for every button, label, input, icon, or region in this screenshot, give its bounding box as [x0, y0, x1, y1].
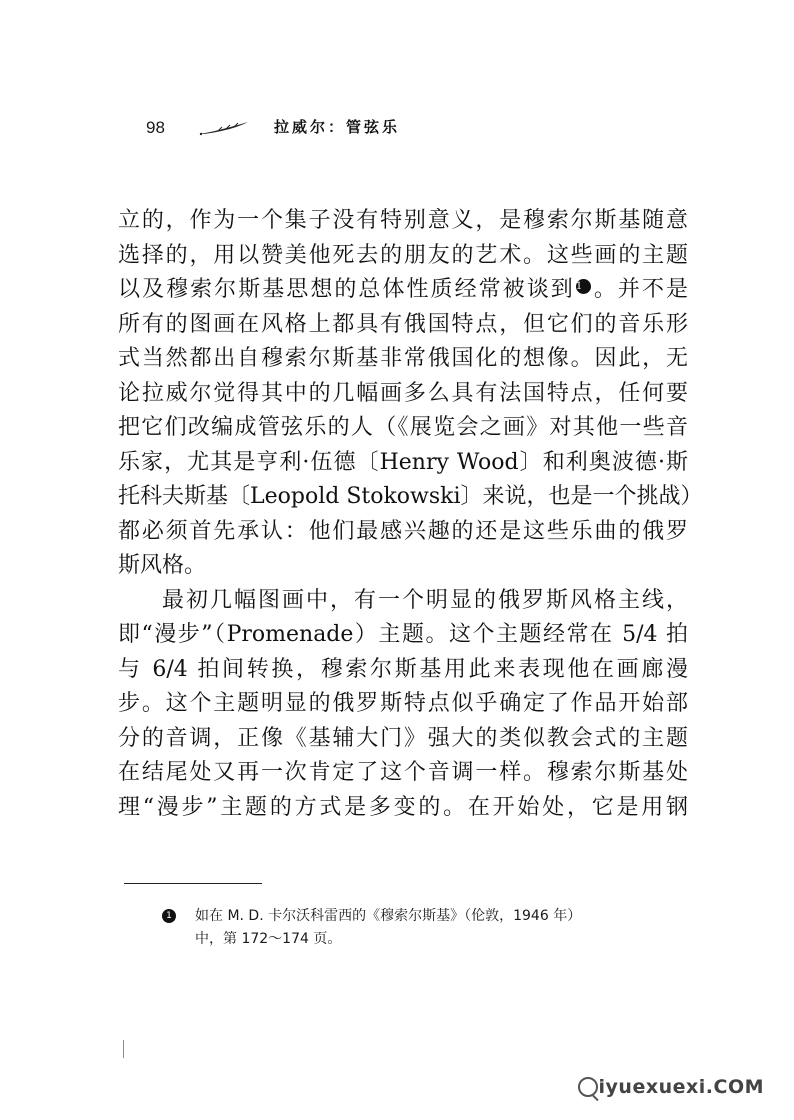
text-line-part: 。并不是	[591, 277, 688, 302]
paragraph-2	[118, 584, 688, 826]
text-line: 最初几幅图画中，有一个明显的俄罗斯风格主线，	[162, 587, 688, 613]
text-line: 托科夫斯基〔Leopold Stokowski〕来说，也是一个挑战）	[118, 484, 703, 509]
footnote-marker: 1	[162, 909, 176, 923]
text-line: 分的音调，正像《基辅大门》强大的类似教会式的主题	[118, 725, 688, 751]
text-line: 式当然都出自穆索尔斯基非常俄国化的想像。因此，无	[118, 346, 688, 371]
footnote	[162, 905, 692, 951]
text-line: 即“漫步”（Promenade）主题。这个主题经常在 5/4 拍	[118, 622, 688, 647]
text-line: 选择的，用以赞美他死去的朋友的艺术。这些画的主题	[118, 242, 688, 268]
scan-margin-mark	[123, 1040, 124, 1058]
text-line: 乐家，尤其是亨利·伍德〔Henry Wood〕和利奥波德·斯	[118, 449, 688, 475]
text-line-part: 以及穆索尔斯基思想的总体性质经常被谈到	[118, 277, 575, 302]
body-text	[118, 204, 703, 825]
text-line: 论拉威尔觉得其中的几幅画多么具有法国特点，任何要	[118, 380, 688, 406]
text-line: 立的，作为一个集子没有特别意义，是穆索尔斯基随意	[118, 208, 688, 233]
magnifier-q-icon	[578, 1077, 598, 1097]
footnote-text	[195, 905, 692, 951]
footnote-line: 中，第 172～174 页。	[195, 931, 342, 947]
watermark	[578, 1076, 764, 1098]
text-line: 理“漫步”主题的方式是多变的。在开始处，它是用钢	[118, 794, 688, 820]
paragraph-1	[118, 204, 703, 584]
running-header	[146, 118, 466, 142]
footnote-line: 如在 M. D. 卡尔沃科雷西的《穆索尔斯基》（伦敦，1946 年）	[195, 908, 582, 924]
text-line: 所有的图画在风格上都具有俄国特点，但它们的音乐形	[118, 311, 688, 337]
text-line: 与 6/4 拍间转换，穆索尔斯基用此来表现他在画廊漫	[118, 656, 688, 682]
text-line: 步。这个主题明显的俄罗斯特点似乎确定了作品开始部	[118, 691, 688, 716]
text-line: 都必须首先承认：他们最感兴趣的还是这些乐曲的俄罗	[118, 518, 688, 544]
page-number: 98	[146, 118, 165, 137]
text-line	[118, 273, 688, 308]
text-line: 在结尾处又再一次肯定了这个音调一样。穆索尔斯基处	[118, 760, 688, 785]
footnote-rule	[124, 883, 262, 884]
running-title: 拉威尔：管弦乐	[274, 118, 401, 136]
watermark-text: iyuexuexi.COM	[598, 1076, 764, 1098]
quill-pen-icon	[198, 120, 250, 136]
text-line: 把它们改编成管弦乐的人（《展览会之画》对其他一些音	[118, 415, 688, 440]
text-line: 斯风格。	[118, 553, 207, 578]
footnote-reference[interactable]: 1	[576, 279, 591, 294]
